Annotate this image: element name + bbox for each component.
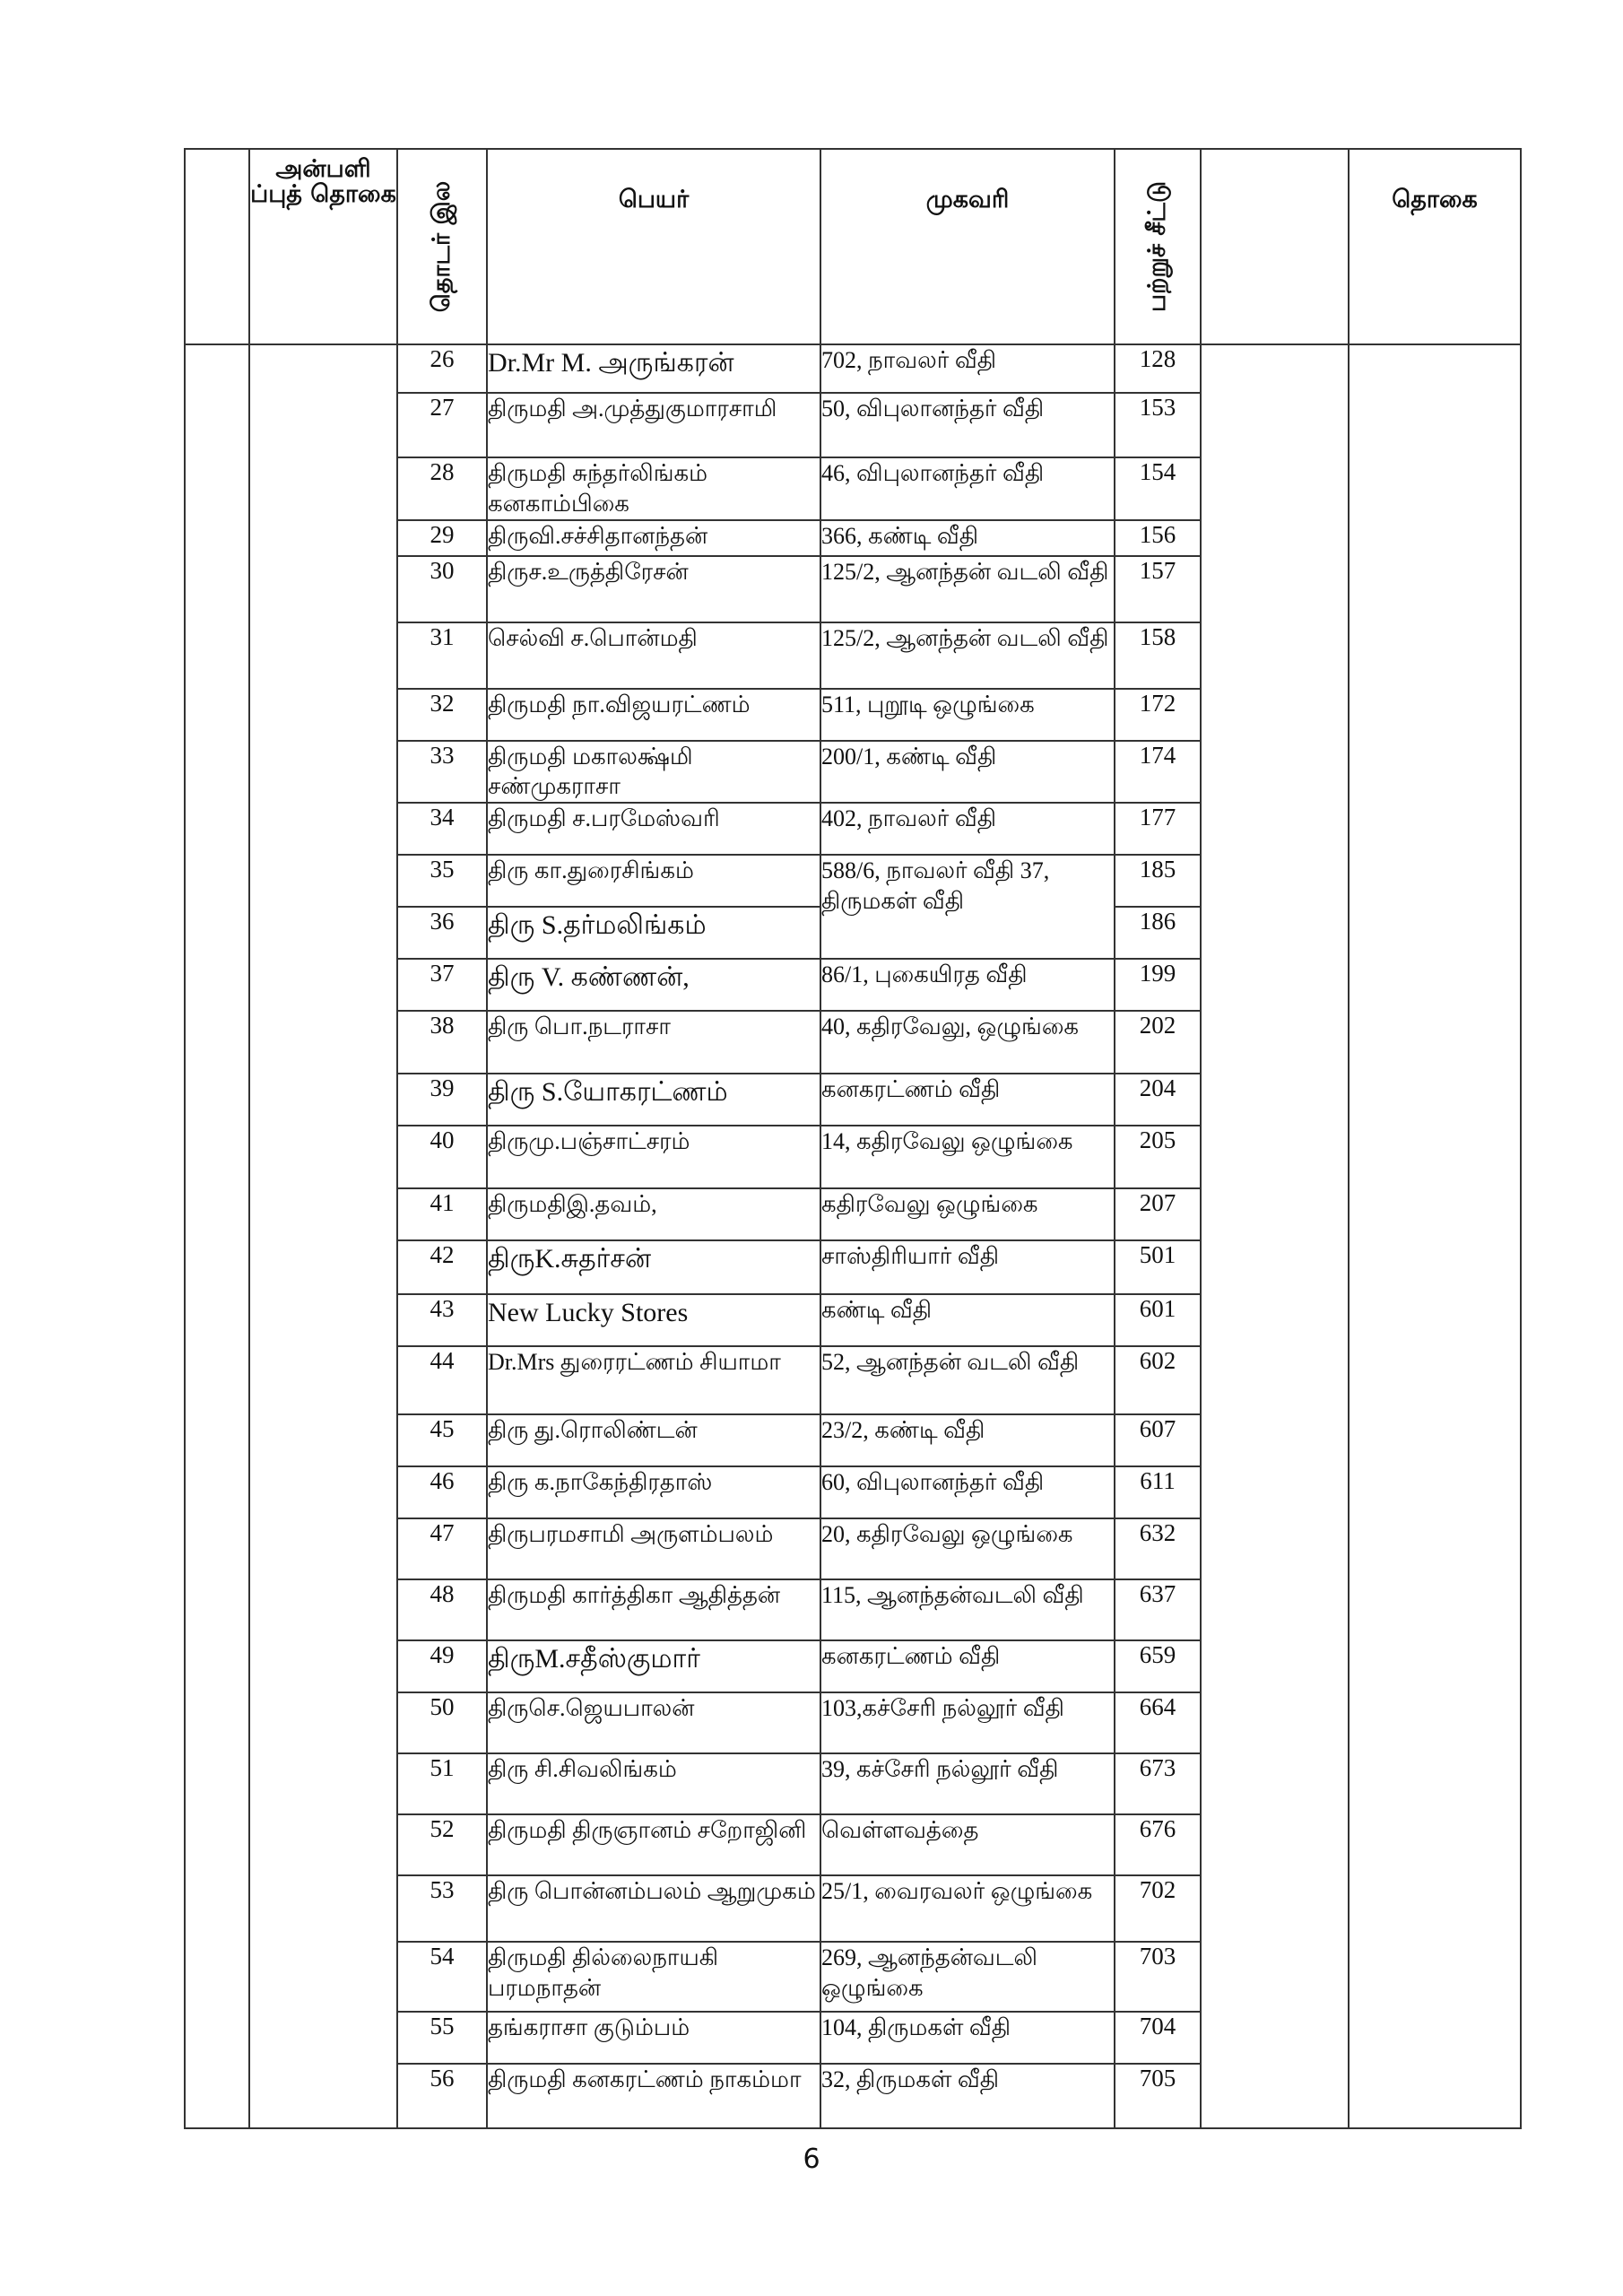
receipt-number-cell: 128 (1115, 344, 1201, 393)
header-address: முகவரி (820, 149, 1115, 344)
name-cell: திருவி.சச்சிதானந்தன் (487, 520, 820, 556)
receipt-number-cell: 632 (1115, 1518, 1201, 1579)
header-name: பெயர் (487, 149, 820, 344)
header-receipt-label: பற்றுச் சீட்டு (1142, 181, 1171, 312)
address-cell: 46, விபுலானந்தர் வீதி (820, 457, 1115, 520)
address-cell: கண்டி வீதி (820, 1294, 1115, 1346)
name-cell: திருமதி சுந்தர்லிங்கம் கனகாம்பிகை (487, 457, 820, 520)
name-cell: திரு பொ.நடராசா (487, 1011, 820, 1074)
header-row (185, 149, 1521, 344)
serial-number-cell: 38 (397, 1011, 487, 1074)
name-cell: திரு பொன்னம்பலம் ஆறுமுகம் (487, 1875, 820, 1942)
address-cell: 103,கச்சேரி நல்லூர் வீதி (820, 1692, 1115, 1753)
receipt-number-cell: 207 (1115, 1188, 1201, 1240)
receipt-number-cell: 156 (1115, 520, 1201, 556)
name-cell: திரு S.தர்மலிங்கம் (487, 907, 820, 959)
serial-number-cell: 29 (397, 520, 487, 556)
serial-number-cell: 54 (397, 1942, 487, 2012)
receipt-number-cell: 607 (1115, 1414, 1201, 1466)
serial-number-cell: 48 (397, 1579, 487, 1640)
serial-number-cell: 46 (397, 1466, 487, 1518)
serial-number-cell: 43 (397, 1294, 487, 1346)
header-blank-left (185, 149, 249, 344)
receipt-number-cell: 172 (1115, 689, 1201, 741)
name-cell: திருச.உருத்திரேசன் (487, 556, 820, 622)
blank-column-left (185, 344, 249, 2128)
receipt-number-cell: 703 (1115, 1942, 1201, 2012)
serial-number-cell: 42 (397, 1240, 487, 1294)
serial-number-cell: 37 (397, 959, 487, 1011)
address-cell: 23/2, கண்டி வீதி (820, 1414, 1115, 1466)
name-cell: திருமதி நா.விஜயரட்ணம் (487, 689, 820, 741)
receipt-number-cell: 601 (1115, 1294, 1201, 1346)
serial-number-cell: 32 (397, 689, 487, 741)
receipt-number-cell: 704 (1115, 2012, 1201, 2064)
receipt-number-cell: 186 (1115, 907, 1201, 959)
name-cell: திருமதி அ.முத்துகுமாரசாமி (487, 393, 820, 457)
address-cell: 702, நாவலர் வீதி (820, 344, 1115, 393)
serial-number-cell: 49 (397, 1640, 487, 1692)
donation-table (184, 148, 1522, 2129)
address-cell: 39, கச்சேரி நல்லூர் வீதி (820, 1753, 1115, 1814)
address-cell: 125/2, ஆனந்தன் வடலி வீதி (820, 556, 1115, 622)
receipt-number-cell: 611 (1115, 1466, 1201, 1518)
address-cell: 52, ஆனந்தன் வடலி வீதி (820, 1346, 1115, 1414)
serial-number-cell: 52 (397, 1814, 487, 1875)
receipt-number-cell: 637 (1115, 1579, 1201, 1640)
header-serial-no (397, 149, 487, 344)
serial-number-cell: 47 (397, 1518, 487, 1579)
address-cell: வெள்ளவத்தை (820, 1814, 1115, 1875)
address-cell: 14, கதிரவேலு ஒழுங்கை (820, 1126, 1115, 1188)
receipt-number-cell: 702 (1115, 1875, 1201, 1942)
name-cell: செல்வி ச.பொன்மதி (487, 622, 820, 689)
address-cell: 402, நாவலர் வீதி (820, 803, 1115, 855)
serial-number-cell: 34 (397, 803, 487, 855)
name-cell: திரு S.யோகரட்ணம் (487, 1074, 820, 1126)
name-cell: திரு து.ரொலிண்டன் (487, 1414, 820, 1466)
amount-column (1349, 344, 1521, 2128)
gift-amount-column (249, 344, 397, 2128)
address-cell: 32, திருமகள் வீதி (820, 2064, 1115, 2128)
address-cell: 104, திருமகள் வீதி (820, 2012, 1115, 2064)
serial-number-cell: 39 (397, 1074, 487, 1126)
receipt-number-cell: 204 (1115, 1074, 1201, 1126)
serial-number-cell: 44 (397, 1346, 487, 1414)
receipt-number-cell: 177 (1115, 803, 1201, 855)
receipt-number-cell: 664 (1115, 1692, 1201, 1753)
name-cell: திருமதிஇ.தவம், (487, 1188, 820, 1240)
name-cell: திருமதி ச.பரமேஸ்வரி (487, 803, 820, 855)
serial-number-cell: 26 (397, 344, 487, 393)
address-cell: 25/1, வைரவலர் ஒழுங்கை (820, 1875, 1115, 1942)
serial-number-cell: 45 (397, 1414, 487, 1466)
name-cell: Dr.Mr M. அருங்கரன் (487, 344, 820, 393)
page-number: 6 (803, 2144, 820, 2175)
address-cell: 40, கதிரவேலு, ஒழுங்கை (820, 1011, 1115, 1074)
receipt-number-cell: 202 (1115, 1011, 1201, 1074)
receipt-number-cell: 705 (1115, 2064, 1201, 2128)
receipt-number-cell: 154 (1115, 457, 1201, 520)
address-cell: 269, ஆனந்தன்வடலி ஒழுங்கை (820, 1942, 1115, 2012)
address-cell: 115, ஆனந்தன்வடலி வீதி (820, 1579, 1115, 1640)
receipt-number-cell: 153 (1115, 393, 1201, 457)
receipt-number-cell: 602 (1115, 1346, 1201, 1414)
serial-number-cell: 35 (397, 855, 487, 907)
name-cell: திருM.சதீஸ்குமார் (487, 1640, 820, 1692)
serial-number-cell: 56 (397, 2064, 487, 2128)
receipt-number-cell: 158 (1115, 622, 1201, 689)
serial-number-cell: 50 (397, 1692, 487, 1753)
name-cell: திருமதி கனகரட்ணம் நாகம்மா (487, 2064, 820, 2128)
table-row (185, 344, 1521, 393)
serial-number-cell: 28 (397, 457, 487, 520)
header-amount: தொகை (1349, 149, 1521, 344)
address-cell: கதிரவேலு ஒழுங்கை (820, 1188, 1115, 1240)
name-cell: Dr.Mrs துரைரட்ணம் சியாமா (487, 1346, 820, 1414)
name-cell: திருசெ.ஜெயபாலன் (487, 1692, 820, 1753)
serial-number-cell: 30 (397, 556, 487, 622)
receipt-number-cell: 501 (1115, 1240, 1201, 1294)
name-cell: திருK.சுதர்சன் (487, 1240, 820, 1294)
address-cell: 366, கண்டி வீதி (820, 520, 1115, 556)
serial-number-cell: 36 (397, 907, 487, 959)
name-cell: திரு V. கண்ணன், (487, 959, 820, 1011)
address-cell: 125/2, ஆனந்தன் வடலி வீதி (820, 622, 1115, 689)
receipt-number-cell: 673 (1115, 1753, 1201, 1814)
serial-number-cell: 51 (397, 1753, 487, 1814)
name-cell: New Lucky Stores (487, 1294, 820, 1346)
address-cell: 86/1, புகையிரத வீதி (820, 959, 1115, 1011)
receipt-number-cell: 199 (1115, 959, 1201, 1011)
address-cell: 200/1, கண்டி வீதி (820, 741, 1115, 804)
header-gift-amount: அன்பளி ப்புத் தொகை (249, 149, 397, 344)
address-cell: கனகரட்ணம் வீதி (820, 1640, 1115, 1692)
header-blank-mid (1201, 149, 1349, 344)
blank-column-mid (1201, 344, 1349, 2128)
name-cell: திருபரமசாமி அருளம்பலம் (487, 1518, 820, 1579)
name-cell: திரு சி.சிவலிங்கம் (487, 1753, 820, 1814)
table-body (185, 344, 1521, 2128)
name-cell: திருமு.பஞ்சாட்சரம் (487, 1126, 820, 1188)
name-cell: திருமதி திருஞானம் சறோஜினி (487, 1814, 820, 1875)
address-cell: சாஸ்திரியார் வீதி (820, 1240, 1115, 1294)
serial-number-cell: 55 (397, 2012, 487, 2064)
receipt-number-cell: 174 (1115, 741, 1201, 804)
address-cell: 60, விபுலானந்தர் வீதி (820, 1466, 1115, 1518)
serial-number-cell: 33 (397, 741, 487, 804)
address-cell: கனகரட்ணம் வீதி (820, 1074, 1115, 1126)
serial-number-cell: 41 (397, 1188, 487, 1240)
serial-number-cell: 40 (397, 1126, 487, 1188)
serial-number-cell: 31 (397, 622, 487, 689)
name-cell: திருமதி தில்லைநாயகி பரமநாதன் (487, 1942, 820, 2012)
address-cell: 20, கதிரவேலு ஒழுங்கை (820, 1518, 1115, 1579)
receipt-number-cell: 157 (1115, 556, 1201, 622)
receipt-number-cell: 659 (1115, 1640, 1201, 1692)
receipt-number-cell: 185 (1115, 855, 1201, 907)
header-receipt (1115, 149, 1201, 344)
header-serial-no-label: தொடர் இல (427, 180, 456, 313)
address-cell: 588/6, நாவலர் வீதி 37, திருமகள் வீதி (820, 855, 1115, 959)
serial-number-cell: 53 (397, 1875, 487, 1942)
receipt-number-cell: 205 (1115, 1126, 1201, 1188)
name-cell: தங்கராசா குடும்பம் (487, 2012, 820, 2064)
name-cell: திருமதி மகாலக்ஷ்மி சண்முகராசா (487, 741, 820, 804)
name-cell: திரு க.நாகேந்திரதாஸ் (487, 1466, 820, 1518)
name-cell: திருமதி கார்த்திகா ஆதித்தன் (487, 1579, 820, 1640)
address-cell: 50, விபுலானந்தர் வீதி (820, 393, 1115, 457)
serial-number-cell: 27 (397, 393, 487, 457)
name-cell: திரு கா.துரைசிங்கம் (487, 855, 820, 907)
receipt-number-cell: 676 (1115, 1814, 1201, 1875)
address-cell: 511, புறூடி ஒழுங்கை (820, 689, 1115, 741)
